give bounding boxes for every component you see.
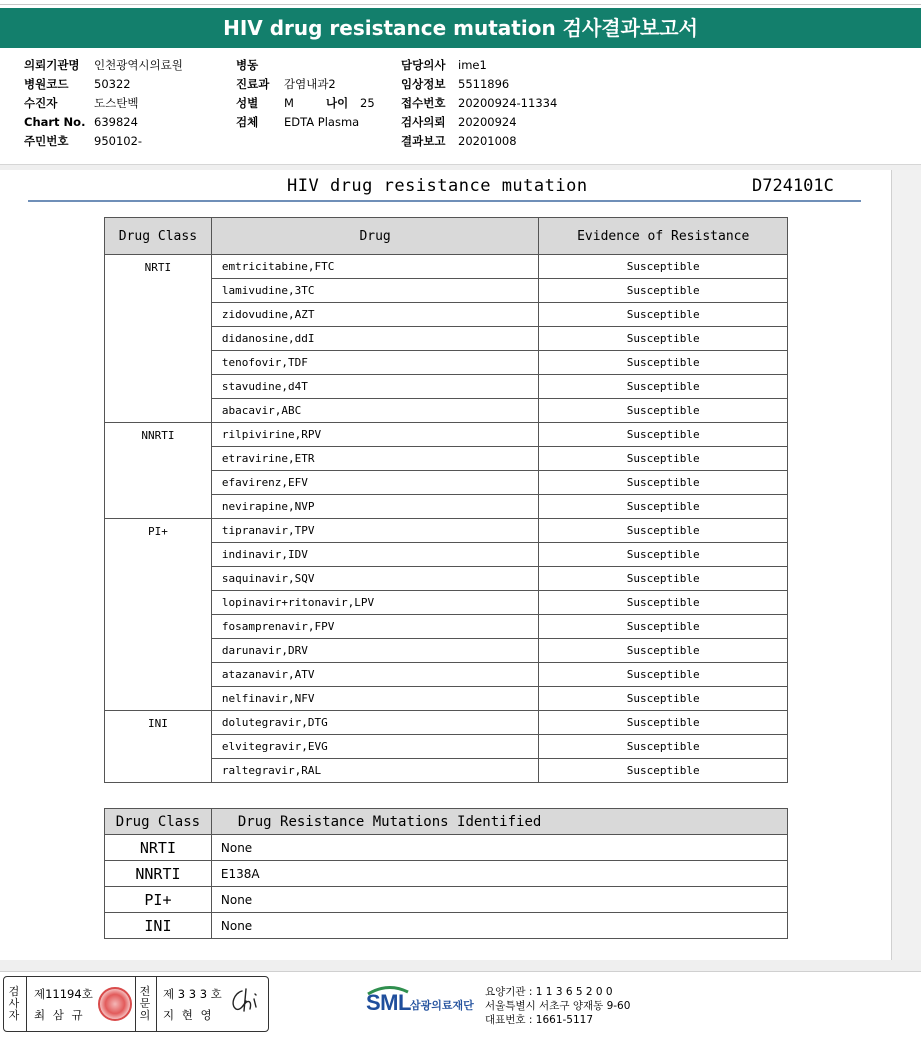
drug-cell: tenofovir,TDF bbox=[211, 351, 539, 375]
drug-cell: fosamprenavir,FPV bbox=[211, 615, 539, 639]
resistance-table bbox=[104, 217, 788, 783]
logo-text: SML bbox=[366, 990, 411, 1015]
table-row bbox=[105, 711, 788, 735]
resistance-table-body bbox=[105, 255, 788, 783]
tester-label: 검 사 자 bbox=[8, 985, 20, 1022]
drug-cell: rilpivirine,RPV bbox=[211, 423, 539, 447]
table-row bbox=[105, 519, 788, 543]
header-label: 검체 bbox=[236, 115, 259, 129]
header-value: 인천광역시의료원 bbox=[94, 58, 183, 72]
age-label: 나이 bbox=[326, 96, 349, 110]
right-border bbox=[891, 170, 892, 960]
document-code: D724101C bbox=[752, 176, 834, 196]
signature-box bbox=[3, 976, 269, 1032]
evidence-cell: Susceptible bbox=[539, 759, 788, 783]
column-header-drug-class: Drug Class bbox=[105, 809, 212, 835]
table-row bbox=[105, 255, 788, 279]
header-value: 감염내과2 bbox=[284, 77, 336, 91]
evidence-cell: Susceptible bbox=[539, 423, 788, 447]
header-label: Chart No. bbox=[24, 115, 86, 129]
header-value: 5511896 bbox=[458, 77, 510, 91]
top-border bbox=[0, 4, 921, 5]
footer-info bbox=[485, 985, 630, 1027]
mutation-cell: None bbox=[211, 913, 787, 939]
evidence-cell: Susceptible bbox=[539, 543, 788, 567]
footer-info-line: 대표번호 : 1661-5117 bbox=[485, 1014, 594, 1026]
drug-class-cell: INI bbox=[105, 711, 212, 783]
specialist-label: 전 문 의 bbox=[139, 985, 151, 1022]
header-separator bbox=[0, 164, 921, 170]
evidence-cell: Susceptible bbox=[539, 375, 788, 399]
header-label: 병원코드 bbox=[24, 77, 69, 91]
header-label: 성별 bbox=[236, 96, 259, 110]
mutation-cell: None bbox=[211, 887, 787, 913]
header-value: 50322 bbox=[94, 77, 131, 91]
evidence-cell: Susceptible bbox=[539, 351, 788, 375]
drug-cell: saquinavir,SQV bbox=[211, 567, 539, 591]
table-row bbox=[105, 423, 788, 447]
evidence-cell: Susceptible bbox=[539, 615, 788, 639]
drug-class-cell: PI+ bbox=[105, 519, 212, 711]
report-title: HIV drug resistance mutation 검사결과보고서 bbox=[0, 8, 921, 48]
header-value: 950102- bbox=[94, 134, 143, 148]
evidence-cell: Susceptible bbox=[539, 711, 788, 735]
drug-class-cell: PI+ bbox=[105, 887, 212, 913]
column-header-drug-class: Drug Class bbox=[105, 218, 212, 255]
table-row bbox=[105, 887, 788, 913]
drug-cell: abacavir,ABC bbox=[211, 399, 539, 423]
bottom-band bbox=[0, 960, 921, 972]
title-rule bbox=[28, 200, 861, 202]
evidence-cell: Susceptible bbox=[539, 639, 788, 663]
tester-name: 최 삼 규 bbox=[34, 1008, 85, 1022]
evidence-cell: Susceptible bbox=[539, 735, 788, 759]
header-label: 임상정보 bbox=[401, 77, 446, 91]
header-value: ime1 bbox=[458, 58, 487, 72]
table-row bbox=[105, 913, 788, 939]
header-col2 bbox=[236, 58, 375, 134]
header-value: M bbox=[284, 96, 294, 110]
evidence-cell: Susceptible bbox=[539, 327, 788, 351]
mutation-cell: None bbox=[211, 835, 787, 861]
specialist-name: 지 현 영 bbox=[163, 1008, 214, 1022]
evidence-cell: Susceptible bbox=[539, 495, 788, 519]
evidence-cell: Susceptible bbox=[539, 255, 788, 279]
tester-license: 제11194호 bbox=[34, 987, 93, 1001]
drug-class-cell: INI bbox=[105, 913, 212, 939]
drug-cell: stavudine,d4T bbox=[211, 375, 539, 399]
handwritten-signature bbox=[228, 985, 264, 1015]
footer-info-line: 요양기관 : 1 1 3 6 5 2 0 0 bbox=[485, 986, 613, 998]
seal-stamp bbox=[98, 987, 132, 1021]
drug-class-cell: NNRTI bbox=[105, 861, 212, 887]
evidence-cell: Susceptible bbox=[539, 471, 788, 495]
evidence-cell: Susceptible bbox=[539, 687, 788, 711]
specialist-license: 제 3 3 3 호 bbox=[163, 987, 222, 1001]
drug-cell: efavirenz,EFV bbox=[211, 471, 539, 495]
drug-class-cell: NRTI bbox=[105, 835, 212, 861]
evidence-cell: Susceptible bbox=[539, 447, 788, 471]
evidence-cell: Susceptible bbox=[539, 591, 788, 615]
mutation-table bbox=[104, 808, 788, 939]
drug-cell: tipranavir,TPV bbox=[211, 519, 539, 543]
column-header-mutations: Drug Resistance Mutations Identified bbox=[211, 809, 787, 835]
header-value: 20200924-11334 bbox=[458, 96, 558, 110]
mutation-cell: E138A bbox=[211, 861, 787, 887]
header-value: 20200924 bbox=[458, 115, 517, 129]
drug-cell: raltegravir,RAL bbox=[211, 759, 539, 783]
header-label: 접수번호 bbox=[401, 96, 446, 110]
evidence-cell: Susceptible bbox=[539, 519, 788, 543]
drug-class-cell: NNRTI bbox=[105, 423, 212, 519]
drug-cell: nevirapine,NVP bbox=[211, 495, 539, 519]
age-value: 25 bbox=[360, 96, 375, 110]
org-name: 삼광의료재단 bbox=[410, 999, 474, 1012]
header-label: 검사의뢰 bbox=[401, 115, 446, 129]
drug-cell: nelfinavir,NFV bbox=[211, 687, 539, 711]
header-label: 의뢰기관명 bbox=[24, 58, 80, 72]
evidence-cell: Susceptible bbox=[539, 399, 788, 423]
drug-cell: zidovudine,AZT bbox=[211, 303, 539, 327]
column-header-evidence: Evidence of Resistance bbox=[539, 218, 788, 255]
header-value: 639824 bbox=[94, 115, 138, 129]
drug-cell: atazanavir,ATV bbox=[211, 663, 539, 687]
drug-cell: elvitegravir,EVG bbox=[211, 735, 539, 759]
column-header-drug: Drug bbox=[211, 218, 539, 255]
evidence-cell: Susceptible bbox=[539, 279, 788, 303]
header-label: 담당의사 bbox=[401, 58, 446, 72]
header-label: 주민번호 bbox=[24, 134, 69, 148]
header-value: EDTA Plasma bbox=[284, 115, 360, 129]
header-label: 진료과 bbox=[236, 77, 270, 91]
drug-cell: emtricitabine,FTC bbox=[211, 255, 539, 279]
drug-cell: etravirine,ETR bbox=[211, 447, 539, 471]
evidence-cell: Susceptible bbox=[539, 663, 788, 687]
header-col3 bbox=[401, 58, 557, 153]
document-title: HIV drug resistance mutation bbox=[287, 176, 588, 196]
header-label: 결과보고 bbox=[401, 134, 446, 148]
header-label: 병동 bbox=[236, 58, 259, 72]
table-row bbox=[105, 835, 788, 861]
table-row bbox=[105, 861, 788, 887]
drug-cell: darunavir,DRV bbox=[211, 639, 539, 663]
evidence-cell: Susceptible bbox=[539, 567, 788, 591]
right-gutter bbox=[891, 170, 921, 960]
drug-cell: dolutegravir,DTG bbox=[211, 711, 539, 735]
header-col1 bbox=[24, 58, 183, 153]
drug-class-cell: NRTI bbox=[105, 255, 212, 423]
drug-cell: lopinavir+ritonavir,LPV bbox=[211, 591, 539, 615]
drug-cell: didanosine,ddI bbox=[211, 327, 539, 351]
header-label: 수진자 bbox=[24, 96, 58, 110]
header-value: 도스탄벡 bbox=[94, 96, 139, 110]
drug-cell: lamivudine,3TC bbox=[211, 279, 539, 303]
evidence-cell: Susceptible bbox=[539, 303, 788, 327]
header-value: 20201008 bbox=[458, 134, 517, 148]
footer-info-line: 서울특별시 서초구 양재동 9-60 bbox=[485, 1000, 631, 1012]
drug-cell: indinavir,IDV bbox=[211, 543, 539, 567]
